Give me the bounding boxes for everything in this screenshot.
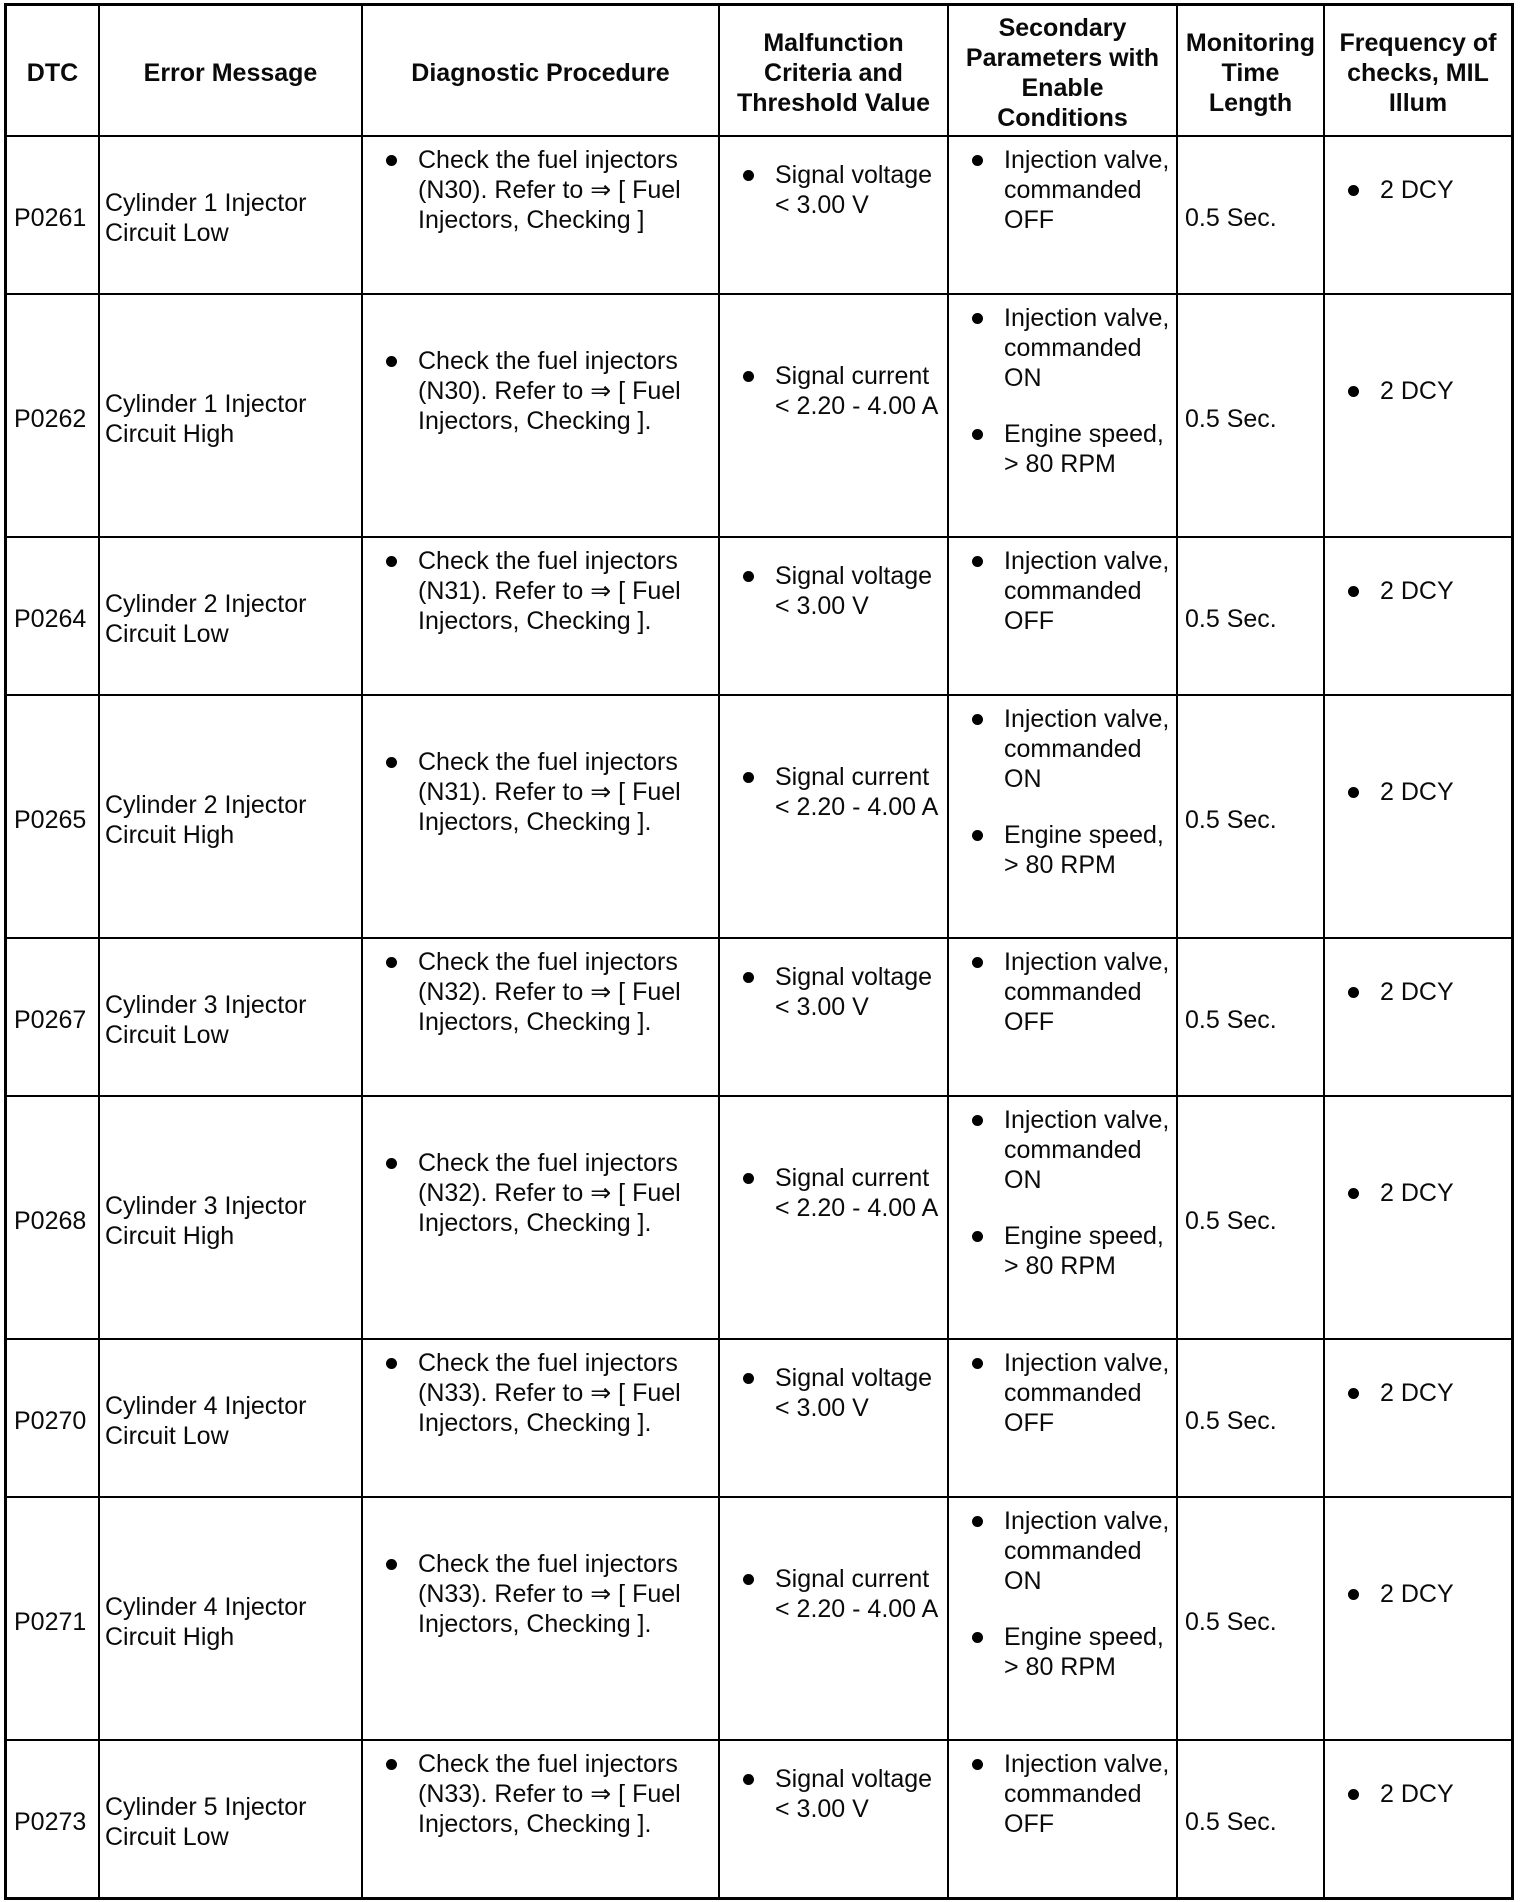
- secondary-parameter-text: Engine speed, > 80 RPM: [1004, 1622, 1164, 1681]
- secondary-parameter-text: Injection valve, commanded ON: [1004, 1506, 1170, 1595]
- frequency-cell: [1325, 696, 1511, 937]
- monitoring-time-cell: [1178, 696, 1323, 937]
- frequency-text: 2 DCY: [1380, 1379, 1454, 1407]
- list-item: [363, 947, 718, 1037]
- secondary-parameter-text: Injection valve, commanded ON: [1004, 303, 1170, 392]
- bullet-icon: [1348, 1388, 1359, 1399]
- header-monitoring-time: [1178, 6, 1323, 135]
- monitoring-time-cell: [1178, 538, 1323, 694]
- malfunction-criteria-cell: [720, 295, 947, 536]
- monitoring-time-cell: [1178, 295, 1323, 536]
- monitoring-time: 0.5 Sec.: [1185, 404, 1277, 433]
- header-label: Diagnostic Procedure: [411, 59, 670, 87]
- secondary-parameter-text: Injection valve, commanded OFF: [1004, 948, 1170, 1036]
- header-label: Monitoring Time Length: [1185, 29, 1316, 117]
- monitoring-time-cell: [1178, 1097, 1323, 1338]
- diagnostic-procedure-cell: [363, 137, 718, 293]
- list-item: [363, 145, 718, 235]
- diagnostic-table: [4, 3, 1514, 1900]
- secondary-parameters-cell: [949, 1741, 1176, 1897]
- procedure-text: Check the fuel injectors (N32). Refer to ⇒ [ Fuel Injectors, Checking ].: [418, 1148, 681, 1237]
- secondary-parameters-cell: [949, 295, 1176, 536]
- monitoring-time: 0.5 Sec.: [1185, 605, 1277, 633]
- malfunction-criteria-cell: [720, 137, 947, 293]
- bullet-icon: [1348, 586, 1359, 597]
- secondary-parameters-cell: [949, 696, 1176, 937]
- list-item: [949, 1749, 1176, 1839]
- list-item: [720, 762, 947, 822]
- header-label: Error Message: [143, 59, 318, 87]
- diagnostic-procedure-cell: [363, 295, 718, 536]
- list-item: [949, 1506, 1176, 1596]
- list-item: [720, 962, 947, 1022]
- frequency-text: 2 DCY: [1380, 978, 1454, 1006]
- dtc-cell: [7, 1097, 98, 1338]
- frequency-cell: [1325, 538, 1511, 694]
- header-diagnostic-procedure: [363, 6, 718, 135]
- frequency-text: 2 DCY: [1380, 176, 1454, 204]
- secondary-parameters-cell: [949, 1498, 1176, 1739]
- header-error-message: [100, 6, 361, 135]
- bullet-icon: [386, 1158, 397, 1169]
- dtc-cell: [7, 1340, 98, 1496]
- monitoring-time: 0.5 Sec.: [1185, 1607, 1277, 1636]
- monitoring-time: 0.5 Sec.: [1185, 1206, 1277, 1235]
- bullet-icon: [386, 1358, 397, 1369]
- monitoring-time: 0.5 Sec.: [1185, 1006, 1277, 1034]
- list-item: [1325, 777, 1511, 807]
- list-item: [949, 1105, 1176, 1195]
- list-item: [720, 361, 947, 421]
- bullet-icon: [743, 371, 754, 382]
- criteria-text: Signal voltage < 3.00 V: [775, 161, 933, 219]
- secondary-parameter-text: Engine speed, > 80 RPM: [1004, 419, 1164, 478]
- secondary-parameter-text: Injection valve, commanded OFF: [1004, 547, 1170, 635]
- bullet-icon: [972, 714, 983, 725]
- bullet-icon: [1348, 1188, 1359, 1199]
- bullet-icon: [386, 556, 397, 567]
- secondary-parameters-cell: [949, 939, 1176, 1095]
- header-secondary-parameters: [949, 6, 1176, 135]
- list-item: [949, 303, 1176, 393]
- frequency-cell: [1325, 295, 1511, 536]
- list-item: [363, 346, 718, 436]
- diagnostic-procedure-cell: [363, 939, 718, 1095]
- list-item: [1325, 1579, 1511, 1609]
- diagnostic-procedure-cell: [363, 1498, 718, 1739]
- list-item: [363, 546, 718, 636]
- monitoring-time-cell: [1178, 1340, 1323, 1496]
- secondary-parameter-text: Injection valve, commanded OFF: [1004, 146, 1170, 234]
- error-message-cell: [100, 137, 361, 293]
- procedure-text: Check the fuel injectors (N31). Refer to ⇒ [ Fuel Injectors, Checking ].: [418, 747, 681, 836]
- bullet-icon: [972, 1632, 983, 1643]
- error-message: Cylinder 2 Injector Circuit High: [105, 790, 307, 849]
- secondary-parameter-text: Injection valve, commanded OFF: [1004, 1750, 1170, 1838]
- header-dtc: [7, 6, 98, 135]
- dtc-cell: [7, 1498, 98, 1739]
- frequency-cell: [1325, 939, 1511, 1095]
- secondary-parameters-cell: [949, 137, 1176, 293]
- list-item: [363, 747, 718, 837]
- bullet-icon: [972, 1231, 983, 1242]
- procedure-text: Check the fuel injectors (N33). Refer to ⇒ [ Fuel Injectors, Checking ].: [418, 1349, 681, 1437]
- list-item: [949, 947, 1176, 1037]
- criteria-text: Signal current < 2.20 - 4.00 A: [775, 361, 939, 420]
- dtc-code: P0264: [14, 605, 87, 633]
- error-message: Cylinder 1 Injector Circuit Low: [105, 189, 307, 247]
- error-message: Cylinder 4 Injector Circuit Low: [105, 1392, 307, 1450]
- header-label: Malfunction Criteria and Threshold Value: [736, 29, 931, 117]
- list-item: [363, 1549, 718, 1639]
- frequency-text: 2 DCY: [1380, 1178, 1454, 1207]
- error-message: Cylinder 3 Injector Circuit High: [105, 1191, 307, 1250]
- list-item: [363, 1749, 718, 1839]
- header-label: Frequency of checks, MIL Illum: [1339, 29, 1497, 117]
- list-item: [949, 419, 1176, 479]
- bullet-icon: [972, 1358, 983, 1369]
- frequency-text: 2 DCY: [1380, 1579, 1454, 1608]
- bullet-icon: [743, 1173, 754, 1184]
- monitoring-time: 0.5 Sec.: [1185, 1407, 1277, 1435]
- monitoring-time-cell: [1178, 1741, 1323, 1897]
- criteria-text: Signal current < 2.20 - 4.00 A: [775, 1163, 939, 1222]
- monitoring-time: 0.5 Sec.: [1185, 805, 1277, 834]
- procedure-text: Check the fuel injectors (N33). Refer to ⇒ [ Fuel Injectors, Checking ].: [418, 1549, 681, 1638]
- bullet-icon: [1348, 787, 1359, 798]
- malfunction-criteria-cell: [720, 1741, 947, 1897]
- bullet-icon: [1348, 987, 1359, 998]
- list-item: [1325, 175, 1511, 205]
- frequency-text: 2 DCY: [1380, 376, 1454, 405]
- criteria-text: Signal voltage < 3.00 V: [775, 963, 933, 1021]
- bullet-icon: [1348, 386, 1359, 397]
- malfunction-criteria-cell: [720, 696, 947, 937]
- secondary-parameter-text: Engine speed, > 80 RPM: [1004, 1221, 1164, 1280]
- list-item: [949, 546, 1176, 636]
- error-message: Cylinder 4 Injector Circuit High: [105, 1592, 307, 1651]
- error-message-cell: [100, 939, 361, 1095]
- dtc-cell: [7, 696, 98, 937]
- list-item: [1325, 977, 1511, 1007]
- dtc-code: P0270: [14, 1407, 87, 1435]
- dtc-code: P0267: [14, 1006, 87, 1034]
- bullet-icon: [972, 1516, 983, 1527]
- bullet-icon: [972, 429, 983, 440]
- error-message-cell: [100, 295, 361, 536]
- diagnostic-procedure-cell: [363, 538, 718, 694]
- dtc-cell: [7, 137, 98, 293]
- error-message: Cylinder 1 Injector Circuit High: [105, 389, 307, 448]
- bullet-icon: [743, 571, 754, 582]
- frequency-text: 2 DCY: [1380, 777, 1454, 806]
- header-malfunction-criteria: [720, 6, 947, 135]
- list-item: [1325, 1378, 1511, 1408]
- criteria-text: Signal voltage < 3.00 V: [775, 562, 933, 620]
- monitoring-time: 0.5 Sec.: [1185, 204, 1277, 232]
- error-message-cell: [100, 696, 361, 937]
- monitoring-time-cell: [1178, 1498, 1323, 1739]
- bullet-icon: [972, 155, 983, 166]
- malfunction-criteria-cell: [720, 1097, 947, 1338]
- list-item: [1325, 376, 1511, 406]
- list-item: [720, 1564, 947, 1624]
- criteria-text: Signal current < 2.20 - 4.00 A: [775, 762, 939, 821]
- procedure-text: Check the fuel injectors (N30). Refer to ⇒ [ Fuel Injectors, Checking ].: [418, 346, 681, 435]
- list-item: [363, 1148, 718, 1238]
- bullet-icon: [743, 772, 754, 783]
- error-message: Cylinder 2 Injector Circuit Low: [105, 590, 307, 648]
- bullet-icon: [386, 1759, 397, 1770]
- list-item: [720, 1363, 947, 1423]
- frequency-cell: [1325, 1498, 1511, 1739]
- bullet-icon: [972, 957, 983, 968]
- bullet-icon: [972, 313, 983, 324]
- dtc-code: P0265: [14, 805, 87, 834]
- list-item: [949, 820, 1176, 880]
- monitoring-time-cell: [1178, 939, 1323, 1095]
- bullet-icon: [972, 1115, 983, 1126]
- dtc-code: P0271: [14, 1607, 87, 1636]
- procedure-text: Check the fuel injectors (N32). Refer to ⇒ [ Fuel Injectors, Checking ].: [418, 948, 681, 1036]
- bullet-icon: [743, 1774, 754, 1785]
- list-item: [949, 1348, 1176, 1438]
- bullet-icon: [386, 356, 397, 367]
- criteria-text: Signal voltage < 3.00 V: [775, 1765, 933, 1823]
- malfunction-criteria-cell: [720, 1340, 947, 1496]
- criteria-text: Signal voltage < 3.00 V: [775, 1364, 933, 1422]
- error-message-cell: [100, 538, 361, 694]
- list-item: [720, 1163, 947, 1223]
- bullet-icon: [972, 1759, 983, 1770]
- secondary-parameter-text: Injection valve, commanded ON: [1004, 704, 1170, 793]
- frequency-text: 2 DCY: [1380, 1780, 1454, 1808]
- secondary-parameters-cell: [949, 1097, 1176, 1338]
- list-item: [949, 704, 1176, 794]
- dtc-cell: [7, 538, 98, 694]
- secondary-parameter-text: Injection valve, commanded OFF: [1004, 1349, 1170, 1437]
- secondary-parameters-cell: [949, 1340, 1176, 1496]
- error-message: Cylinder 5 Injector Circuit Low: [105, 1793, 307, 1851]
- bullet-icon: [386, 757, 397, 768]
- list-item: [949, 1622, 1176, 1682]
- header-frequency: [1325, 6, 1511, 135]
- diagnostic-procedure-cell: [363, 1741, 718, 1897]
- dtc-cell: [7, 1741, 98, 1897]
- list-item: [363, 1348, 718, 1438]
- bullet-icon: [743, 1373, 754, 1384]
- frequency-text: 2 DCY: [1380, 577, 1454, 605]
- header-label: Secondary Parameters with Enable Conditions: [965, 14, 1160, 132]
- error-message-cell: [100, 1741, 361, 1897]
- procedure-text: Check the fuel injectors (N30). Refer to ⇒ [ Fuel Injectors, Checking ]: [418, 146, 681, 234]
- dtc-cell: [7, 939, 98, 1095]
- diagnostic-procedure-cell: [363, 1097, 718, 1338]
- dtc-code: P0261: [14, 204, 87, 232]
- list-item: [720, 1764, 947, 1824]
- list-item: [720, 160, 947, 220]
- error-message-cell: [100, 1498, 361, 1739]
- list-item: [949, 145, 1176, 235]
- bullet-icon: [743, 1574, 754, 1585]
- bullet-icon: [1348, 1789, 1359, 1800]
- malfunction-criteria-cell: [720, 538, 947, 694]
- monitoring-time: 0.5 Sec.: [1185, 1808, 1277, 1836]
- frequency-cell: [1325, 1097, 1511, 1338]
- frequency-cell: [1325, 1340, 1511, 1496]
- diagnostic-procedure-cell: [363, 696, 718, 937]
- dtc-code: P0262: [14, 404, 87, 433]
- secondary-parameters-cell: [949, 538, 1176, 694]
- list-item: [1325, 576, 1511, 606]
- error-message: Cylinder 3 Injector Circuit Low: [105, 991, 307, 1049]
- bullet-icon: [1348, 185, 1359, 196]
- procedure-text: Check the fuel injectors (N31). Refer to ⇒ [ Fuel Injectors, Checking ].: [418, 547, 681, 635]
- frequency-cell: [1325, 1741, 1511, 1897]
- dtc-cell: [7, 295, 98, 536]
- dtc-code: P0273: [14, 1808, 87, 1836]
- frequency-cell: [1325, 137, 1511, 293]
- malfunction-criteria-cell: [720, 939, 947, 1095]
- criteria-text: Signal current < 2.20 - 4.00 A: [775, 1564, 939, 1623]
- bullet-icon: [972, 556, 983, 567]
- list-item: [1325, 1178, 1511, 1208]
- bullet-icon: [743, 972, 754, 983]
- list-item: [720, 561, 947, 621]
- bullet-icon: [743, 170, 754, 181]
- monitoring-time-cell: [1178, 137, 1323, 293]
- bullet-icon: [972, 830, 983, 841]
- list-item: [1325, 1779, 1511, 1809]
- error-message-cell: [100, 1340, 361, 1496]
- bullet-icon: [386, 957, 397, 968]
- bullet-icon: [1348, 1589, 1359, 1600]
- list-item: [949, 1221, 1176, 1281]
- diagnostic-procedure-cell: [363, 1340, 718, 1496]
- secondary-parameter-text: Engine speed, > 80 RPM: [1004, 820, 1164, 879]
- secondary-parameter-text: Injection valve, commanded ON: [1004, 1105, 1170, 1194]
- header-label: DTC: [26, 59, 79, 87]
- error-message-cell: [100, 1097, 361, 1338]
- bullet-icon: [386, 155, 397, 166]
- malfunction-criteria-cell: [720, 1498, 947, 1739]
- bullet-icon: [386, 1559, 397, 1570]
- dtc-code: P0268: [14, 1206, 87, 1235]
- procedure-text: Check the fuel injectors (N33). Refer to ⇒ [ Fuel Injectors, Checking ].: [418, 1750, 681, 1838]
